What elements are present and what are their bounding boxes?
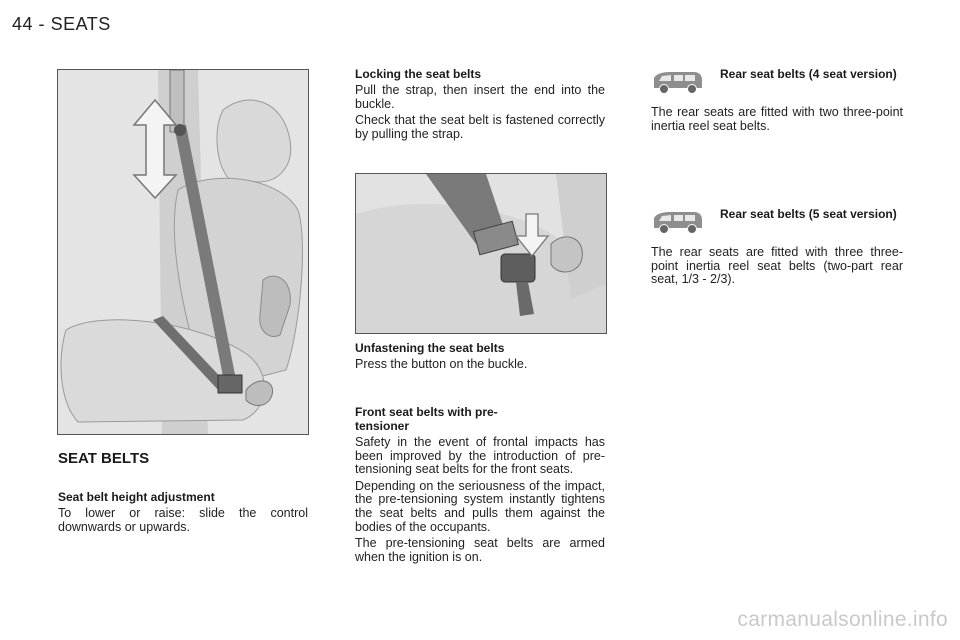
height-adjust-paragraph: To lower or raise: slide the control downwards or upwards. bbox=[58, 506, 308, 534]
rear5-heading: Rear seat belts (5 seat version) bbox=[720, 207, 897, 221]
pretensioner-paragraph-1: Safety in the event of frontal impacts has been improved by the introduction of pre-tensioning seat belts for the front seats. bbox=[355, 435, 605, 477]
rear5-paragraph: The rear seats are fitted with three three-point inertia reel seat belts (two-part rear seat, 1/3 - 2/3). bbox=[651, 245, 903, 287]
height-adjust-text bbox=[58, 507, 308, 537]
unfastening-heading: Unfastening the seat belts bbox=[355, 341, 505, 355]
page-number: 44 bbox=[12, 14, 34, 34]
rear4-heading: Rear seat belts (4 seat version) bbox=[720, 67, 897, 81]
locking-paragraph-1: Pull the strap, then insert the end into the buckle. bbox=[355, 83, 605, 111]
pretensioner-paragraph-3: The pre-tensioning seat belts are armed when the ignition is on. bbox=[355, 536, 605, 564]
van-icon bbox=[650, 206, 706, 238]
watermark: carmanualsonline.info bbox=[737, 608, 948, 631]
section-name: SEATS bbox=[50, 14, 111, 34]
buckle-illustration bbox=[355, 173, 607, 334]
locking-heading: Locking the seat belts bbox=[355, 67, 482, 81]
rear5-text bbox=[651, 246, 903, 290]
page-header bbox=[12, 14, 111, 35]
locking-paragraph-2: Check that the seat belt is fastened correctly by pulling the strap. bbox=[355, 113, 605, 141]
height-adjust-heading: Seat belt height adjustment bbox=[58, 490, 215, 504]
van-icon bbox=[650, 66, 706, 98]
unfastening-paragraph: Press the button on the buckle. bbox=[355, 357, 528, 371]
rear4-paragraph: The rear seats are fitted with two three-point inertia reel seat belts. bbox=[651, 105, 903, 133]
rear4-text bbox=[651, 106, 903, 136]
locking-text bbox=[355, 84, 605, 144]
pretensioner-heading: Front seat belts with pre-tensioner bbox=[355, 405, 498, 433]
unfastening-text bbox=[355, 358, 605, 375]
pretensioner-paragraph-2: Depending on the seriousness of the impact, the pre-tensioning system instantly tightens the seat belts and pulls them against the bodies of the occupants. bbox=[355, 478, 605, 534]
pretensioner-text bbox=[355, 436, 605, 567]
seat-belt-illustration bbox=[57, 69, 309, 435]
section-title: SEAT BELTS bbox=[58, 450, 150, 467]
header-separator: - bbox=[38, 14, 46, 34]
